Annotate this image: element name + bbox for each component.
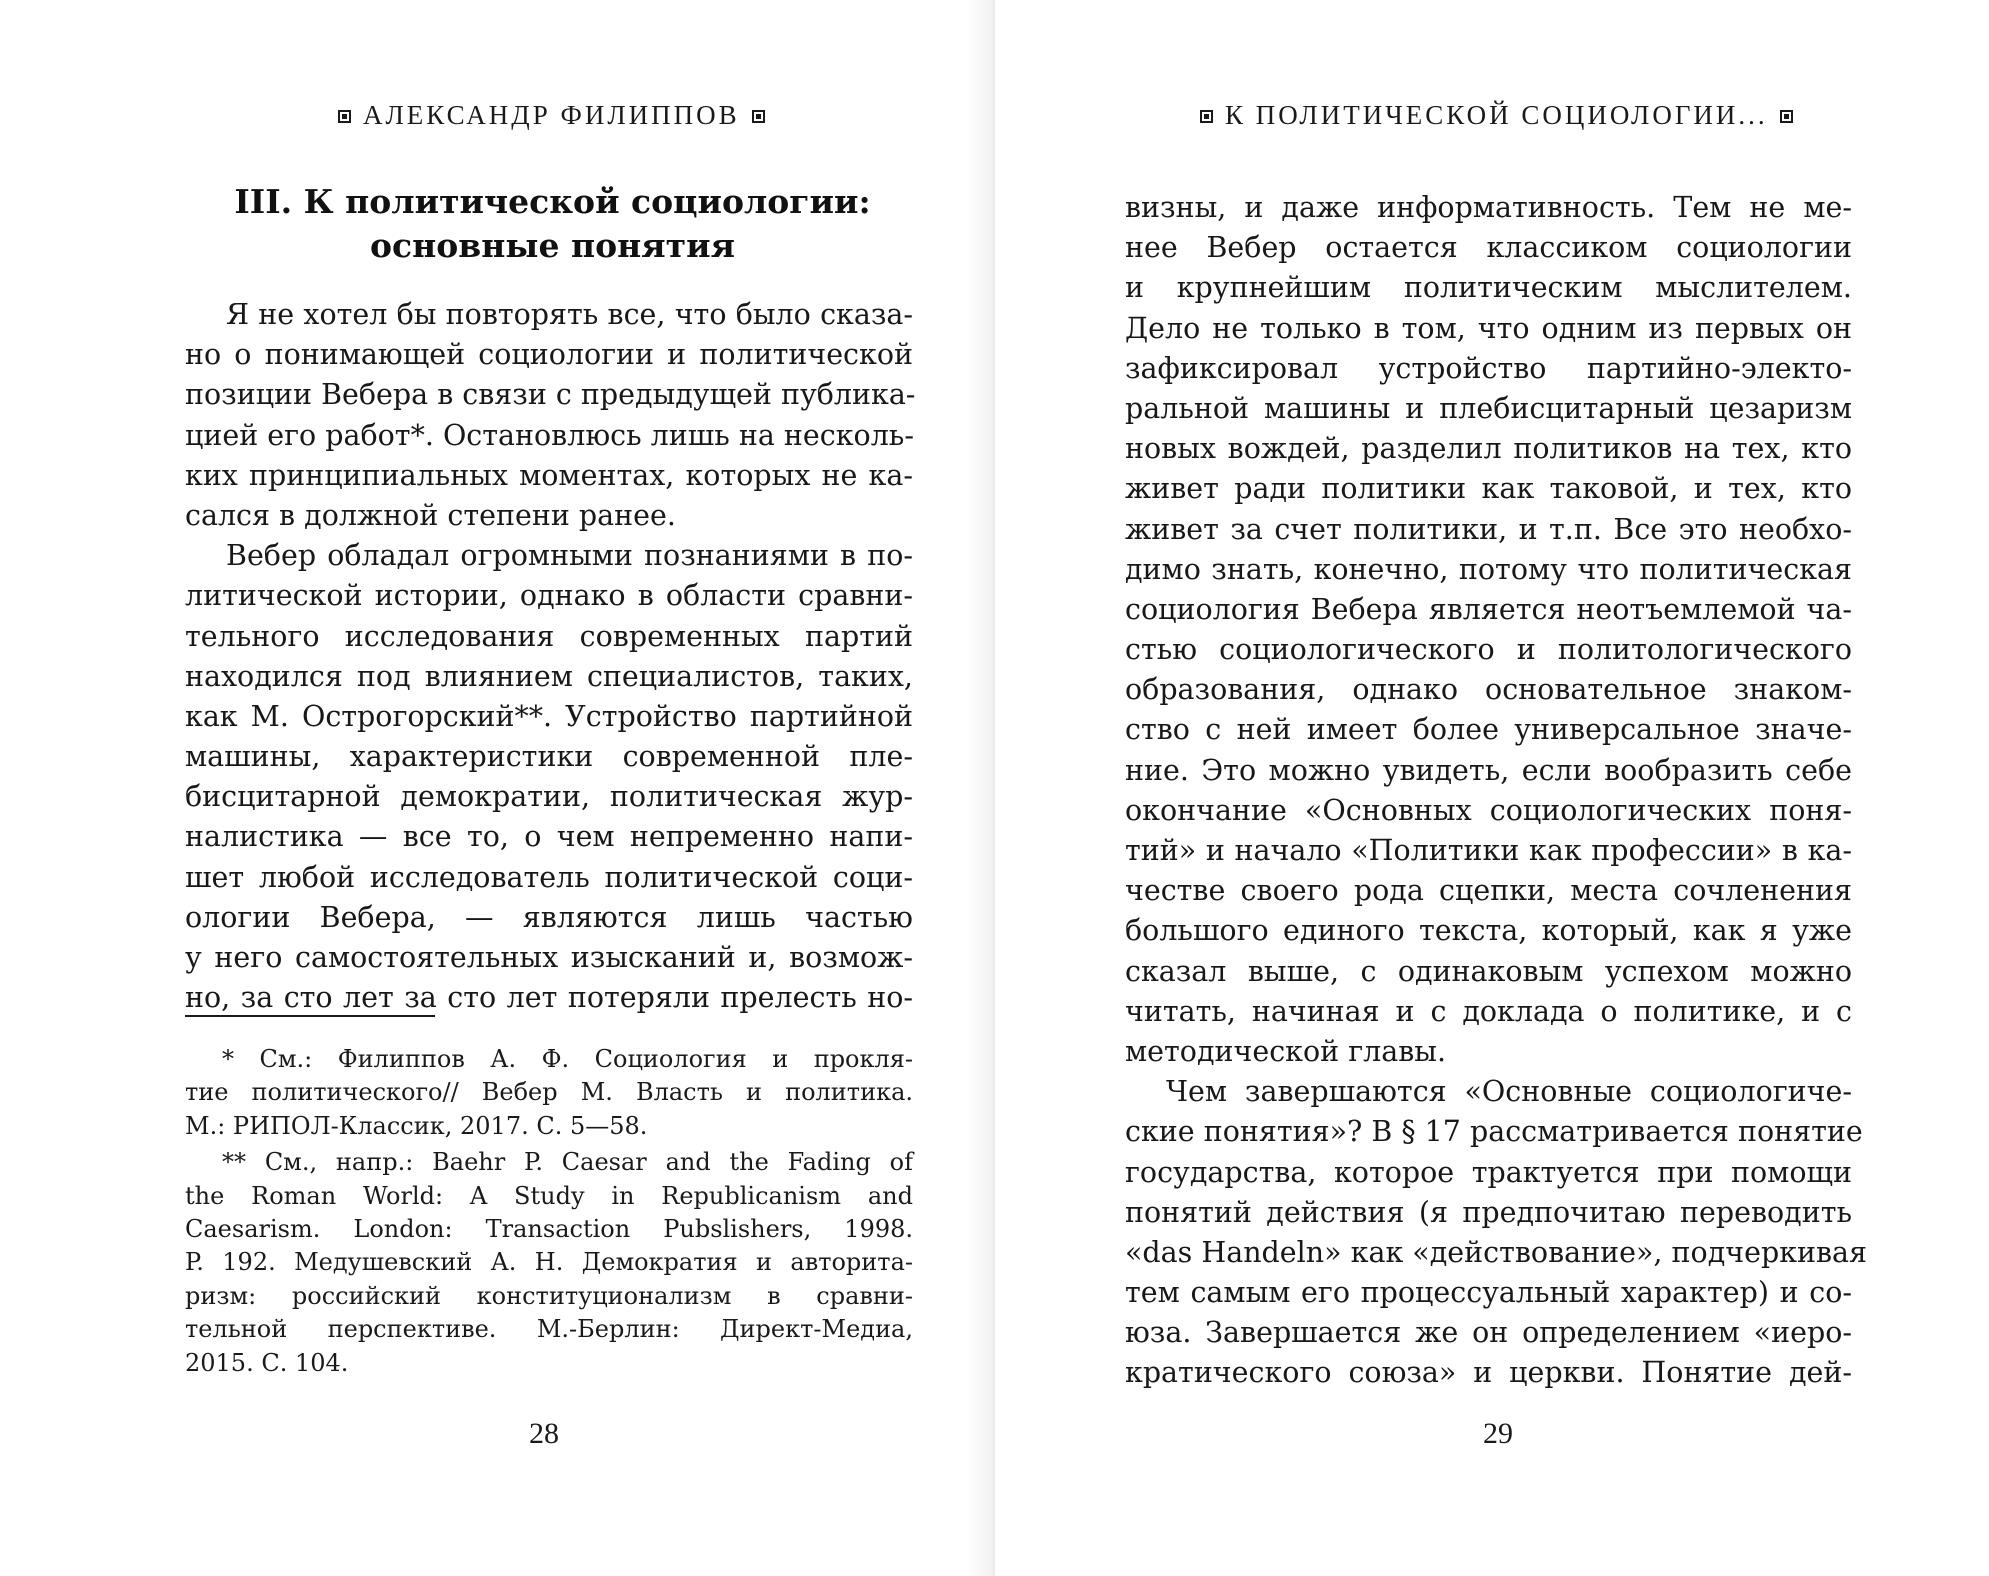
text-line: живет за счет политики, и т.п. Все это необхо- <box>1125 512 1852 546</box>
footnote-line: 2015. С. 104. <box>185 1348 349 1377</box>
text-line: зафиксировал устройство партийно-электо- <box>1125 351 1852 385</box>
text-line: позиции Вебера в связи с предыдущей публика- <box>185 378 916 412</box>
text-line: сался в должной степени ранее. <box>185 498 676 532</box>
text-line: методической главы. <box>1125 1034 1447 1068</box>
footnote-line: тельной перспективе. М.-Берлин: Директ-Медиа, <box>185 1315 913 1344</box>
text-line: Дело не только в том, что одним из первых он <box>1125 311 1852 345</box>
text-line: понятий действия (я предпочитаю переводить <box>1125 1195 1852 1229</box>
text-line: у него самостоятельных изысканий и, возмож- <box>185 941 913 974</box>
ornament-icon <box>1780 110 1793 123</box>
right-body-text <box>1125 188 1868 1394</box>
text-line: живет ради политики как таковой, и тех, кто <box>1125 472 1852 506</box>
running-head-author <box>326 100 777 131</box>
running-head-text: К ПОЛИТИЧЕСКОЙ СОЦИОЛОГИИ... <box>1225 100 1768 130</box>
text-line: находился под влиянием специалистов, таких, <box>185 659 913 693</box>
footnote-line: ** См., напр.: Baehr P. Caesar and the Fading of <box>222 1148 913 1177</box>
page-number: 29 <box>1483 1417 1513 1450</box>
footnote-divider <box>185 1015 435 1017</box>
text-line: «das Handeln» как «действование», подчеркивая <box>1125 1235 1868 1269</box>
text-line: тем самым его процессуальный характер) и со- <box>1125 1276 1852 1310</box>
text-line: Вебер обладал огромными познаниями в по- <box>226 539 913 573</box>
text-line: новых вождей, разделил политиков на тех, кто <box>1125 432 1852 466</box>
text-line: большого единого текста, который, как я уже <box>1125 914 1852 948</box>
footnote-line: the Roman World: A Study in Republicanism and <box>185 1181 913 1210</box>
text-line: но о понимающей социологии и политической <box>185 338 913 372</box>
footnote-line: М.: РИПОЛ-Классик, 2017. С. 5—58. <box>185 1111 648 1140</box>
text-line: бисцитарной демократии, политическая жур- <box>185 780 913 814</box>
text-line: и крупнейшим политическим мыслителем. <box>1125 271 1852 305</box>
text-line: литической истории, однако в области сравни- <box>185 579 913 613</box>
text-line: честве своего рода сцепки, места сочленения <box>1125 874 1852 908</box>
footnote-line: * См.: Филиппов А. Ф. Социология и прокля- <box>222 1045 913 1073</box>
left-body-text <box>185 295 916 1018</box>
running-head-chapter <box>1188 100 1805 131</box>
footnotes <box>185 1043 913 1380</box>
page-number: 28 <box>529 1417 559 1450</box>
running-head-text: АЛЕКСАНДР ФИЛИППОВ <box>363 100 740 130</box>
text-line: налистика — все то, о чем непременно напи- <box>185 820 913 854</box>
text-line: ких принципиальных моментах, которых не ка- <box>185 458 913 492</box>
text-line: машины, характеристики современной пле- <box>185 740 913 774</box>
chapter-title <box>185 180 920 268</box>
text-line: ологии Вебера, — являются лишь частью <box>185 900 913 934</box>
text-line: стью социологического и политологического <box>1125 633 1852 667</box>
ornament-icon <box>752 110 765 123</box>
text-line: сказал выше, с одинаковым успехом можно <box>1125 954 1852 988</box>
text-line: читать, начиная и с доклада о политике, и с <box>1125 994 1852 1028</box>
text-line: Я не хотел бы повторять все, что было сказа- <box>226 298 913 331</box>
footnote-line: P. 192. Медушевский А. Н. Демократия и авторита- <box>185 1248 913 1277</box>
text-line: шет любой исследователь политической соци- <box>185 860 913 894</box>
ornament-icon <box>1200 110 1213 123</box>
text-line: образования, однако основательное знаком- <box>1125 673 1852 707</box>
text-line: но, за сто лет за сто лет потеряли прелесть но- <box>185 981 913 1015</box>
footnote-line: ризм: российский конституционализм в сравни- <box>185 1281 913 1310</box>
text-line: ство с ней имеет более универсальное значе- <box>1125 713 1852 747</box>
text-line: юза. Завершается же он определением «иеро- <box>1125 1316 1852 1350</box>
chapter-title-line: основные понятия <box>370 226 735 265</box>
text-line: димо знать, конечно, потому что политическая <box>1125 552 1852 586</box>
right-page <box>995 0 1989 1576</box>
text-line: социология Вебера является неотъемлемой ча- <box>1125 592 1852 626</box>
text-line: тий» и начало «Политики как профессии» в ка- <box>1125 834 1852 867</box>
footnote-line: Caesarism. London: Transaction Pubslishers, 1998. <box>185 1214 913 1243</box>
text-line: ские понятия»? В § 17 рассматривается понятие <box>1125 1115 1863 1149</box>
text-line: кратического союза» и церкви. Понятие дей- <box>1125 1356 1852 1390</box>
text-line: ние. Это можно увидеть, если вообразить себе <box>1125 753 1852 787</box>
text-line: государства, которое трактуется при помощи <box>1125 1155 1852 1189</box>
text-line: нее Вебер остается классиком социологии <box>1125 231 1852 265</box>
text-line: Чем завершаются «Основные социологиче- <box>1166 1075 1852 1109</box>
ornament-icon <box>338 110 351 123</box>
chapter-title-line: III. К политической социологии: <box>234 182 871 221</box>
text-line: визны, и даже информативность. Тем не ме- <box>1125 191 1852 224</box>
text-line: тельного исследования современных партий <box>185 619 913 653</box>
text-line: окончание «Основных социологических поня- <box>1125 793 1852 827</box>
text-line: цией его работ*. Остановлюсь лишь на несколь- <box>185 418 914 452</box>
footnote-line: тие политического// Вебер М. Власть и политика. <box>185 1078 913 1107</box>
text-line: ральной машины и плебисцитарный цезаризм <box>1125 391 1852 425</box>
text-line: как М. Острогорский**. Устройство партийной <box>185 699 913 733</box>
